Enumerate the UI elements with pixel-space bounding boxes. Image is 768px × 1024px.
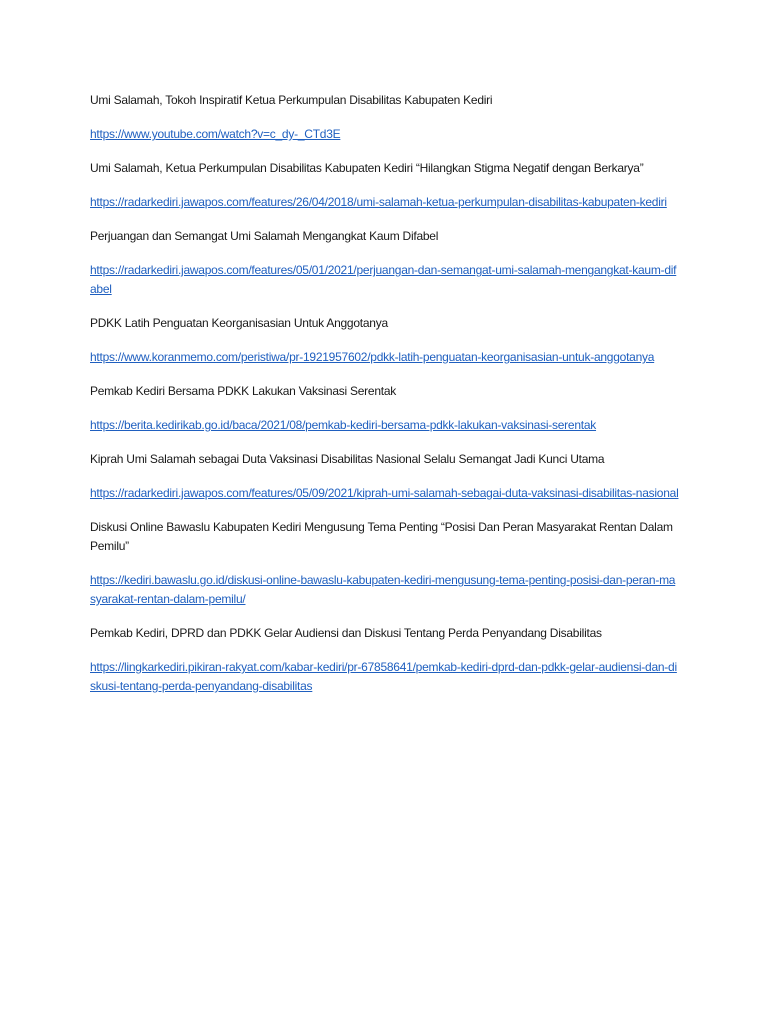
entry-title: Pemkab Kediri, DPRD dan PDKK Gelar Audiensi dan Diskusi Tentang Perda Penyandang Disabilitas	[90, 626, 602, 640]
entry-title: Pemkab Kediri Bersama PDKK Lakukan Vaksinasi Serentak	[90, 384, 397, 398]
entry-5	[90, 382, 680, 435]
entry-link[interactable]: https://kediri.bawaslu.go.id/diskusi-online-bawaslu-kabupaten-kediri-mengusung-tema-penting-posisi-dan-peran-masyarakat-rentan-dalam-pemilu/	[90, 573, 676, 606]
entry-title: Diskusi Online Bawaslu Kabupaten Kediri Mengusung Tema Penting “Posisi Dan Peran Masyarakat Rentan Dalam Pemilu”	[90, 520, 673, 553]
entry-title: PDKK Latih Penguatan Keorganisasian Untuk Anggotanya	[90, 316, 388, 330]
entry-title: Umi Salamah, Tokoh Inspiratif Ketua Perkumpulan Disabilitas Kabupaten Kediri	[90, 93, 493, 107]
entry-6	[90, 450, 680, 503]
entry-4	[90, 314, 680, 367]
entry-3	[90, 227, 680, 299]
entry-2	[90, 159, 680, 212]
entry-link[interactable]: https://radarkediri.jawapos.com/features/05/01/2021/perjuangan-dan-semangat-umi-salamah-mengangkat-kaum-difabel	[90, 263, 677, 296]
entry-link[interactable]: https://radarkediri.jawapos.com/features/05/09/2021/kiprah-umi-salamah-sebagai-duta-vaksinasi-disabilitas-nasional	[90, 486, 679, 500]
entry-title: Perjuangan dan Semangat Umi Salamah Mengangkat Kaum Difabel	[90, 229, 439, 243]
entry-link[interactable]: https://lingkarkediri.pikiran-rakyat.com/kabar-kediri/pr-67858641/pemkab-kediri-dprd-dan-pdkk-gelar-audiensi-dan-diskusi-tentang-perda-penyandang-disabilitas	[90, 660, 677, 693]
entry-1	[90, 91, 680, 144]
entry-link[interactable]: https://radarkediri.jawapos.com/features/26/04/2018/umi-salamah-ketua-perkumpulan-disabilitas-kabupaten-kediri	[90, 195, 667, 209]
entry-8	[90, 624, 680, 696]
entry-title: Kiprah Umi Salamah sebagai Duta Vaksinasi Disabilitas Nasional Selalu Semangat Jadi Kunci Utama	[90, 452, 605, 466]
entry-link[interactable]: https://www.youtube.com/watch?v=c_dy-_CTd3E	[90, 127, 341, 141]
entry-title: Umi Salamah, Ketua Perkumpulan Disabilitas Kabupaten Kediri “Hilangkan Stigma Negatif dengan Berkarya”	[90, 161, 644, 175]
document-page	[90, 91, 680, 711]
entry-7	[90, 518, 680, 609]
entry-link[interactable]: https://www.koranmemo.com/peristiwa/pr-1921957602/pdkk-latih-penguatan-keorganisasian-untuk-anggotanya	[90, 350, 655, 364]
entry-link[interactable]: https://berita.kedirikab.go.id/baca/2021/08/pemkab-kediri-bersama-pdkk-lakukan-vaksinasi-serentak	[90, 418, 597, 432]
